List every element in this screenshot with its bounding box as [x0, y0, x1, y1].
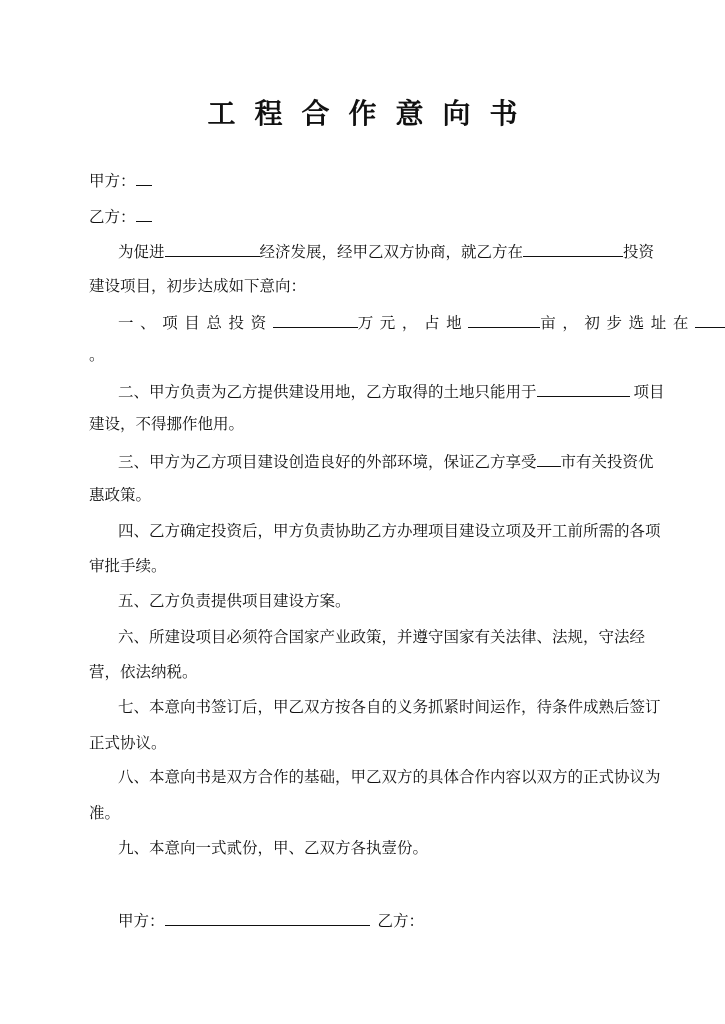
intro-text-1b: 经济发展，经甲乙双方协商，就乙方在 — [259, 243, 524, 261]
intro-line-1 — [118, 240, 654, 262]
item-9-line: 九、本意向一式贰份，甲、乙双方各执壹份。 — [118, 839, 429, 857]
signature-a-label: 甲方： — [118, 912, 165, 930]
project-type-blank — [537, 380, 630, 397]
item-7-line-1: 七、本意向书签订后，甲乙双方按各自的义务抓紧时间运作，待条件成熟后签订 — [118, 698, 661, 716]
party-b-line — [89, 205, 152, 227]
item-1-text-b: 万元，占地 — [357, 314, 469, 332]
item-2-text-a: 二、甲方负责为乙方提供建设用地，乙方取得的土地只能用于 — [118, 383, 537, 401]
item-3-line-1 — [118, 450, 654, 472]
location-blank — [523, 240, 623, 257]
item-5-line: 五、乙方负责提供项目建设方案。 — [118, 592, 351, 610]
intro-line-2: 建设项目，初步达成如下意向： — [89, 277, 307, 295]
party-b-label: 乙方： — [89, 208, 136, 226]
item-1-line — [118, 311, 725, 333]
signature-b-label: 乙方： — [377, 912, 425, 930]
document-title: 工程合作意向书 — [207, 97, 537, 130]
item-7-line-2: 正式协议。 — [89, 734, 167, 752]
item-3-line-2: 惠政策。 — [89, 486, 152, 504]
intro-text-1a: 为促进 — [118, 243, 165, 261]
site-blank — [695, 311, 725, 328]
investment-blank — [273, 311, 358, 328]
party-a-blank — [136, 169, 152, 186]
item-3-text-a: 三、甲方为乙方项目建设创造良好的外部环境，保证乙方享受 — [118, 453, 537, 471]
item-8-line-2: 准。 — [89, 804, 121, 822]
item-4-line-1: 四、乙方确定投资后，甲方负责协助乙方办理项目建设立项及开工前所需的各项 — [118, 522, 661, 540]
signature-a-blank — [165, 909, 370, 926]
region-blank — [165, 240, 260, 257]
intro-text-1c: 投资 — [623, 243, 655, 261]
party-b-blank — [136, 205, 152, 222]
item-1-end: 。 — [89, 346, 105, 364]
item-6-line-2: 营，依法纳税。 — [89, 663, 198, 681]
party-a-label: 甲方： — [89, 172, 136, 190]
item-1-text-c: 亩，初步选址在 — [540, 314, 695, 332]
item-2-line-2: 建设，不得挪作他用。 — [89, 415, 245, 433]
item-4-line-2: 审批手续。 — [89, 557, 167, 575]
item-8-line-1: 八、本意向书是双方合作的基础，甲乙双方的具体合作内容以双方的正式协议为 — [118, 768, 661, 786]
signature-line — [118, 909, 424, 931]
item-2-text-b: 项目 — [633, 383, 665, 401]
item-1-text-a: 一、项目总投资 — [118, 314, 273, 332]
item-6-line-1: 六、所建设项目必须符合国家产业政策，并遵守国家有关法律、法规，守法经 — [118, 628, 646, 646]
party-a-line — [89, 169, 152, 191]
item-2-line-1 — [118, 380, 665, 402]
city-blank — [537, 450, 561, 467]
item-3-text-b: 市有关投资优 — [560, 453, 654, 471]
area-blank — [468, 311, 540, 328]
